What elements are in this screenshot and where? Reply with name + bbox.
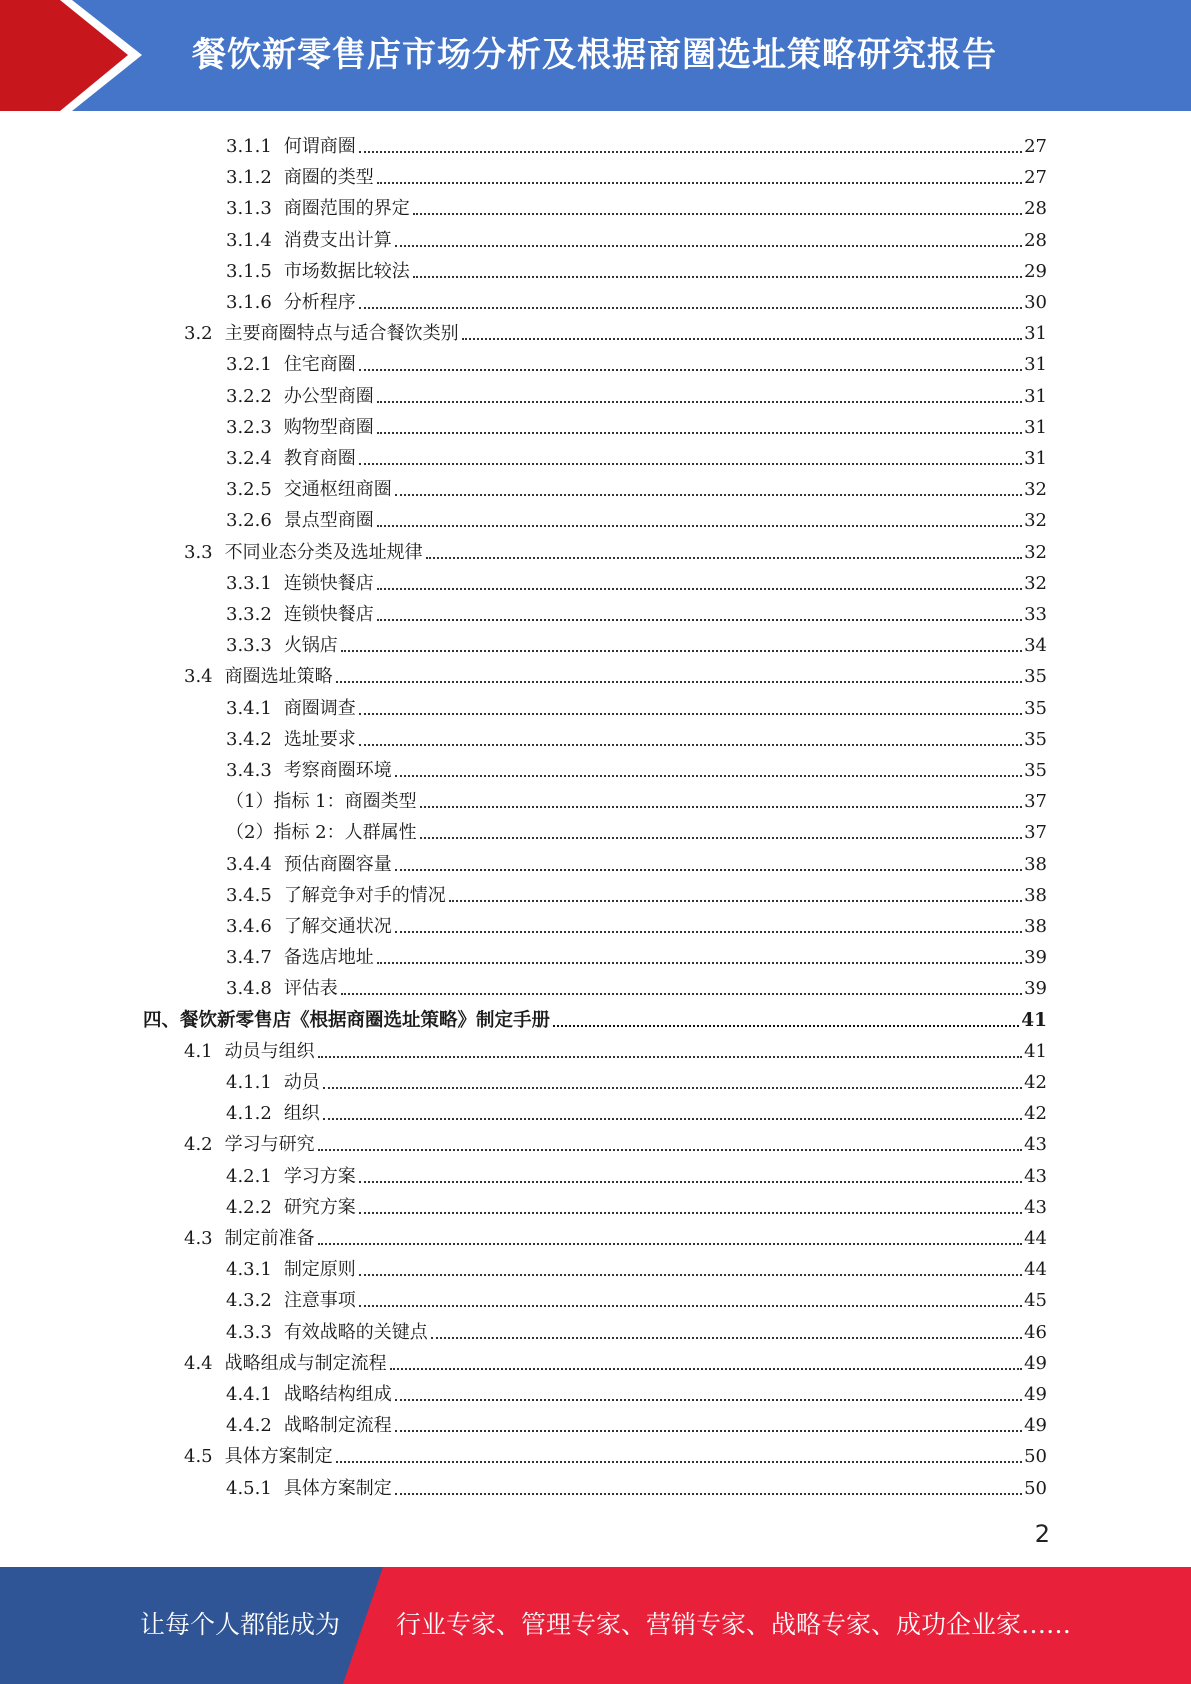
- toc-entry-title: 注意事项: [283, 1290, 356, 1312]
- toc-leader-dots: [377, 618, 1022, 621]
- toc-entry-page: 30: [1024, 292, 1047, 313]
- toc-leader-dots: [336, 1460, 1022, 1463]
- toc-leader-dots: [359, 712, 1022, 715]
- toc-entry-number: 3.4: [184, 666, 213, 688]
- toc-leader-dots: [413, 212, 1022, 215]
- toc-entry-number: 4.4: [184, 1352, 213, 1374]
- toc-entry-title: 学习与研究: [224, 1134, 315, 1156]
- toc-entry-title: 连锁快餐店: [283, 572, 374, 594]
- toc-entry-page: 38: [1024, 853, 1047, 875]
- toc-entry-number: 4.1: [184, 1040, 213, 1062]
- toc-entry-title: 交通枢纽商圈: [283, 479, 392, 501]
- toc-entry-number: 3.4.2: [226, 728, 272, 750]
- toc-entry-label: [226, 573, 374, 595]
- toc-entry-page: 31: [1024, 323, 1047, 345]
- toc-entry[interactable]: [0, 1281, 1191, 1312]
- toc-entry-title: 具体方案制定: [224, 1446, 333, 1468]
- toc-entry-number: 4.5: [184, 1446, 213, 1468]
- toc-entry-number: 4.3.3: [226, 1321, 272, 1343]
- toc-entry[interactable]: [0, 1437, 1191, 1468]
- toc-entry[interactable]: [0, 252, 1191, 283]
- toc-leader-dots: [395, 1429, 1022, 1432]
- toc-entry-title: 连锁快餐店: [283, 604, 374, 625]
- toc-entry-label: [226, 822, 417, 844]
- toc-entry[interactable]: [0, 1157, 1191, 1188]
- toc-entry-title: 战略组成与制定流程: [224, 1352, 387, 1374]
- toc-entry-page: 49: [1024, 1352, 1047, 1374]
- toc-entry-label: [226, 167, 374, 189]
- toc-entry-page: 39: [1024, 947, 1047, 969]
- toc-entry-number: 3.1.4: [226, 229, 272, 251]
- toc-entry[interactable]: [0, 813, 1191, 844]
- toc-entry-label: [226, 729, 356, 751]
- toc-entry-page: 38: [1024, 884, 1047, 906]
- toc-leader-dots: [341, 992, 1022, 995]
- toc-entry-label: [184, 1134, 315, 1156]
- toc-entry-label: [226, 760, 392, 782]
- toc-leader-dots: [395, 930, 1022, 933]
- toc-entry-label: [226, 947, 374, 969]
- toc-entry[interactable]: [0, 189, 1191, 220]
- toc-leader-dots: [318, 1055, 1022, 1058]
- toc-leader-dots: [413, 275, 1022, 278]
- toc-leader-dots: [420, 805, 1022, 808]
- toc-entry-page: 32: [1024, 479, 1047, 501]
- toc-entry-label: [226, 1103, 320, 1125]
- toc-entry-number: 3.3: [184, 541, 213, 563]
- toc-entry[interactable]: [0, 751, 1191, 782]
- toc-entry-number: 3.4.4: [226, 853, 272, 875]
- toc-entry-label: [226, 1322, 428, 1344]
- toc-entry-title: 主要商圈特点与适合餐饮类别: [224, 323, 459, 345]
- toc-entry[interactable]: [0, 221, 1191, 252]
- toc-entry-label: [226, 1166, 356, 1188]
- toc-leader-dots: [359, 1273, 1022, 1276]
- toc-leader-dots: [395, 244, 1022, 247]
- toc-entry-label: [226, 1415, 392, 1437]
- footer-slogan-right: 行业专家、管理专家、营销专家、战略专家、成功企业家……: [396, 1610, 1072, 1639]
- toc-entry-title: 商圈范围的界定: [283, 198, 410, 220]
- toc-entry-number: 3.2: [184, 323, 213, 345]
- toc-leader-dots: [377, 400, 1022, 403]
- toc-entry-number: 3.3.3: [226, 635, 272, 657]
- toc-entry-label: [184, 1446, 333, 1468]
- toc-entry-page: 38: [1024, 916, 1047, 937]
- toc-entry[interactable]: [0, 1219, 1191, 1250]
- toc-entry[interactable]: [0, 1063, 1191, 1094]
- toc-leader-dots: [431, 1336, 1022, 1339]
- toc-entry-title: 商圈调查: [283, 697, 356, 719]
- toc-entry-number: 3.1.3: [226, 198, 272, 220]
- toc-entry-title: 办公型商圈: [283, 385, 374, 407]
- toc-entry-label: [226, 604, 374, 626]
- toc-entry[interactable]: [0, 1375, 1191, 1406]
- toc-entry-page: 42: [1024, 1072, 1047, 1093]
- toc-entry-title: 分析程序: [283, 292, 356, 313]
- toc-entry-title: 了解交通状况: [283, 916, 392, 937]
- toc-entry-page: 31: [1024, 448, 1047, 469]
- toc-entry-label: [226, 1197, 356, 1219]
- toc-entry-page: 32: [1024, 510, 1047, 532]
- toc-entry-title: 评估表: [283, 978, 338, 1000]
- toc-leader-dots: [318, 1148, 1022, 1151]
- toc-entry[interactable]: [0, 1406, 1191, 1437]
- toc-entry-page: 34: [1024, 635, 1047, 657]
- toc-entry-page: 29: [1024, 260, 1047, 282]
- toc-entry-page: 50: [1024, 1446, 1047, 1468]
- toc-entry-title: 市场数据比较法: [283, 260, 410, 282]
- toc-entry-title: 商圈选址策略: [224, 666, 333, 688]
- toc-entry[interactable]: [0, 626, 1191, 657]
- toc-leader-dots: [359, 743, 1022, 746]
- toc-entry-title: （1）指标 1：商圈类型: [226, 791, 417, 813]
- toc-entry[interactable]: [0, 845, 1191, 876]
- toc-entry[interactable]: [0, 657, 1191, 688]
- toc-entry[interactable]: [0, 720, 1191, 751]
- toc-leader-dots: [377, 181, 1022, 184]
- toc-entry-title: 研究方案: [283, 1196, 356, 1218]
- toc-entry-number: 3.2.2: [226, 385, 272, 407]
- toc-leader-dots: [359, 150, 1022, 153]
- page-header: [0, 0, 1191, 111]
- toc-entry-label: [226, 916, 392, 938]
- toc-entry-number: 3.1.6: [226, 292, 272, 313]
- toc-entry-label: [143, 1010, 550, 1032]
- toc-entry-label: [226, 1478, 392, 1500]
- toc-leader-dots: [359, 1180, 1022, 1183]
- toc-entry-label: [226, 230, 392, 252]
- toc-entry[interactable]: [0, 533, 1191, 564]
- footer-slogan-left: 让每个人都能成为: [140, 1610, 341, 1639]
- toc-entry-page: 42: [1024, 1103, 1047, 1125]
- toc-entry-title: 景点型商圈: [283, 510, 374, 532]
- toc-entry-title: 具体方案制定: [283, 1477, 392, 1499]
- toc-entry-title: 不同业态分类及选址规律: [224, 541, 423, 563]
- toc-leader-dots: [377, 961, 1022, 964]
- toc-entry-page: 27: [1024, 136, 1047, 157]
- toc-entry-number: 3.4.1: [226, 697, 272, 719]
- toc-entry-number: 4.3: [184, 1228, 213, 1249]
- toc-entry-page: 41: [1024, 1040, 1047, 1062]
- toc-entry-label: [226, 791, 417, 813]
- toc-entry[interactable]: [0, 345, 1191, 376]
- toc-entry-title: 战略结构组成: [283, 1384, 392, 1405]
- toc-entry[interactable]: [0, 1344, 1191, 1375]
- toc-entry-label: [226, 1384, 392, 1406]
- toc-entry-number: 3.4.6: [226, 916, 272, 937]
- toc-entry-label: [184, 1353, 387, 1375]
- toc-entry-number: 3.4.5: [226, 884, 272, 906]
- toc-entry-page: 49: [1024, 1415, 1047, 1437]
- report-title: 餐饮新零售店市场分析及根据商圈选址策略研究报告: [192, 35, 997, 75]
- toc-entry-page: 31: [1024, 416, 1047, 438]
- toc-entry-label: [226, 1072, 320, 1094]
- toc-entry[interactable]: [0, 314, 1191, 345]
- toc-entry-number: 3.3.1: [226, 572, 272, 594]
- toc-entry-label: [226, 386, 374, 408]
- toc-entry-title: （2）指标 2：人群属性: [226, 822, 417, 844]
- toc-entry-label: [226, 854, 392, 876]
- toc-leader-dots: [377, 587, 1022, 590]
- toc-entry[interactable]: [0, 1125, 1191, 1156]
- toc-entry-number: 4.5.1: [226, 1477, 272, 1499]
- toc-leader-dots: [553, 1024, 1019, 1027]
- toc-entry-number: 3.2.4: [226, 448, 272, 469]
- toc-entry[interactable]: [0, 689, 1191, 720]
- toc-entry-title: 动员: [283, 1072, 320, 1093]
- toc-entry[interactable]: [0, 564, 1191, 595]
- toc-leader-dots: [395, 868, 1022, 871]
- toc-entry-number: 4.3.1: [226, 1259, 272, 1281]
- toc-entry[interactable]: [0, 127, 1191, 158]
- toc-entry-page: 35: [1024, 697, 1047, 719]
- toc-entry[interactable]: [0, 470, 1191, 501]
- toc-entry[interactable]: [0, 1094, 1191, 1125]
- toc-entry-title: 学习方案: [283, 1165, 356, 1187]
- toc-entry-number: 3.3.2: [226, 604, 272, 625]
- toc-entry[interactable]: [0, 782, 1191, 813]
- toc-entry-page: 49: [1024, 1384, 1047, 1405]
- toc-entry-page: 28: [1024, 229, 1047, 251]
- toc-entry-title: 教育商圈: [283, 448, 356, 469]
- toc-leader-dots: [462, 337, 1022, 340]
- toc-entry-page: 37: [1024, 791, 1047, 813]
- toc-entry-number: 3.4.8: [226, 978, 272, 1000]
- toc-entry[interactable]: [0, 377, 1191, 408]
- toc-entry-page: 28: [1024, 198, 1047, 220]
- toc-entry-page: 32: [1024, 541, 1047, 563]
- toc-leader-dots: [449, 899, 1022, 902]
- toc-entry[interactable]: [0, 439, 1191, 470]
- toc-entry-title: 消费支出计算: [283, 229, 392, 251]
- toc-entry-page: 31: [1024, 385, 1047, 407]
- toc-entry-page: 43: [1024, 1196, 1047, 1218]
- toc-entry-page: 50: [1024, 1477, 1047, 1499]
- toc-entry-label: [226, 698, 356, 720]
- toc-entry-label: [226, 198, 410, 220]
- toc-entry-number: 3.2.5: [226, 479, 272, 501]
- toc-entry-label: [226, 510, 374, 532]
- toc-entry-label: [226, 635, 338, 657]
- toc-leader-dots: [426, 556, 1022, 559]
- toc-entry-page: 33: [1024, 604, 1047, 625]
- toc-entry-label: [226, 978, 338, 1000]
- toc-leader-dots: [359, 462, 1022, 465]
- toc-leader-dots: [420, 836, 1022, 839]
- toc-entry-label: [226, 354, 356, 376]
- toc-leader-dots: [395, 493, 1022, 496]
- toc-leader-dots: [395, 1492, 1022, 1495]
- toc-entry-title: 四、餐饮新零售店《根据商圈选址策略》制定手册: [143, 1009, 551, 1031]
- toc-entry-number: 3.2.6: [226, 510, 272, 532]
- toc-entry-label: [184, 323, 459, 345]
- toc-entry-number: 4.2.1: [226, 1165, 272, 1187]
- toc-entry[interactable]: [0, 907, 1191, 938]
- toc-entry-page: 35: [1024, 666, 1047, 688]
- toc-entry[interactable]: [0, 938, 1191, 969]
- toc-leader-dots: [390, 1367, 1022, 1370]
- toc-entry-label: [184, 1228, 315, 1250]
- toc-entry-number: 3.4.3: [226, 760, 272, 781]
- toc-entry[interactable]: [0, 501, 1191, 532]
- toc-entry-number: 3.1.2: [226, 167, 272, 189]
- toc-leader-dots: [359, 368, 1022, 371]
- toc-entry[interactable]: [0, 158, 1191, 189]
- toc-leader-dots: [359, 1304, 1022, 1307]
- toc-entry-title: 住宅商圈: [283, 354, 356, 376]
- toc-entry-page: 45: [1024, 1290, 1047, 1312]
- toc-entry[interactable]: [0, 1250, 1191, 1281]
- toc-entry-label: [226, 136, 356, 158]
- toc-entry-number: 3.1.5: [226, 260, 272, 282]
- toc-entry-title: 考察商圈环境: [283, 760, 392, 781]
- toc-entry-title: 了解竞争对手的情况: [283, 884, 446, 906]
- toc-entry-label: [226, 448, 356, 470]
- toc-entry-page: 27: [1024, 167, 1047, 189]
- toc-entry[interactable]: [0, 1032, 1191, 1063]
- toc-leader-dots: [377, 524, 1022, 527]
- toc-entry-title: 动员与组织: [224, 1040, 315, 1062]
- toc-leader-dots: [395, 774, 1022, 777]
- toc-entry[interactable]: [0, 283, 1191, 314]
- toc-leader-dots: [359, 1211, 1022, 1214]
- toc-entry[interactable]: [0, 1469, 1191, 1500]
- toc-leader-dots: [341, 649, 1022, 652]
- toc-entry-number: 3.4.7: [226, 947, 272, 969]
- toc-entry-page: 46: [1024, 1321, 1047, 1343]
- toc-entry-page: 35: [1024, 760, 1047, 781]
- toc-entry-page: 37: [1024, 822, 1047, 844]
- toc-entry-label: [226, 1290, 356, 1312]
- toc-entry-number: 3.2.1: [226, 354, 272, 376]
- toc-entry-number: 4.3.2: [226, 1290, 272, 1312]
- toc-entry-title: 预估商圈容量: [283, 853, 392, 875]
- toc-entry-title: 何谓商圈: [283, 136, 356, 157]
- toc-leader-dots: [395, 1398, 1022, 1401]
- toc-leader-dots: [323, 1117, 1022, 1120]
- toc-entry-title: 备选店地址: [283, 947, 374, 969]
- toc-entry-page: 43: [1024, 1134, 1047, 1156]
- toc-entry-number: 4.1.2: [226, 1103, 272, 1125]
- toc-entry-title: 制定前准备: [224, 1228, 315, 1249]
- toc-entry-page: 44: [1024, 1259, 1047, 1281]
- toc-entry-label: [226, 292, 356, 314]
- toc-entry-page: 31: [1024, 354, 1047, 376]
- toc-entry-label: [226, 479, 392, 501]
- toc-leader-dots: [323, 1086, 1022, 1089]
- toc-entry-title: 组织: [283, 1103, 320, 1125]
- toc-entry-number: 4.2: [184, 1134, 213, 1156]
- toc-leader-dots: [377, 431, 1022, 434]
- toc-entry[interactable]: [0, 408, 1191, 439]
- toc-entry-page: 39: [1024, 978, 1047, 1000]
- toc-entry-label: [226, 417, 374, 439]
- toc-entry-label: [184, 1041, 315, 1063]
- toc-entry-title: 有效战略的关键点: [283, 1321, 428, 1343]
- toc-entry-label: [226, 1259, 356, 1281]
- toc-entry-label: [184, 542, 423, 564]
- toc-entry-title: 购物型商圈: [283, 416, 374, 438]
- toc-entry-page: 44: [1024, 1228, 1047, 1249]
- toc-entry-label: [184, 666, 333, 688]
- toc-entry-title: 制定原则: [283, 1259, 356, 1281]
- toc-leader-dots: [318, 1242, 1022, 1245]
- toc-entry-number: 4.4.2: [226, 1415, 272, 1437]
- toc-entry-number: 4.4.1: [226, 1384, 272, 1405]
- toc-entry[interactable]: [0, 969, 1191, 1000]
- toc-entry-title: 选址要求: [283, 728, 356, 750]
- toc-entry[interactable]: [0, 1313, 1191, 1344]
- toc-entry-number: 3.1.1: [226, 136, 272, 157]
- toc-entry[interactable]: [0, 1001, 1191, 1032]
- toc-entry-page: 32: [1024, 572, 1047, 594]
- toc-entry-label: [226, 885, 446, 907]
- toc-entry-number: 4.2.2: [226, 1196, 272, 1218]
- toc-entry-number: 3.2.3: [226, 416, 272, 438]
- toc-entry[interactable]: [0, 876, 1191, 907]
- toc-entry-title: 商圈的类型: [283, 167, 374, 189]
- page-number: 2: [1034, 1520, 1050, 1548]
- page-footer: [0, 1567, 1191, 1684]
- toc-entry[interactable]: [0, 595, 1191, 626]
- toc-entry[interactable]: [0, 1188, 1191, 1219]
- toc-entry-page: 35: [1024, 728, 1047, 750]
- toc-entry-page: 43: [1024, 1165, 1047, 1187]
- toc-entry-title: 战略制定流程: [283, 1415, 392, 1437]
- toc-entry-label: [226, 261, 410, 283]
- toc-leader-dots: [359, 306, 1022, 309]
- toc-entry-title: 火锅店: [283, 635, 338, 657]
- toc-entry-number: 4.1.1: [226, 1072, 272, 1093]
- toc-leader-dots: [336, 680, 1022, 683]
- toc-entry-page: 41: [1021, 1009, 1047, 1031]
